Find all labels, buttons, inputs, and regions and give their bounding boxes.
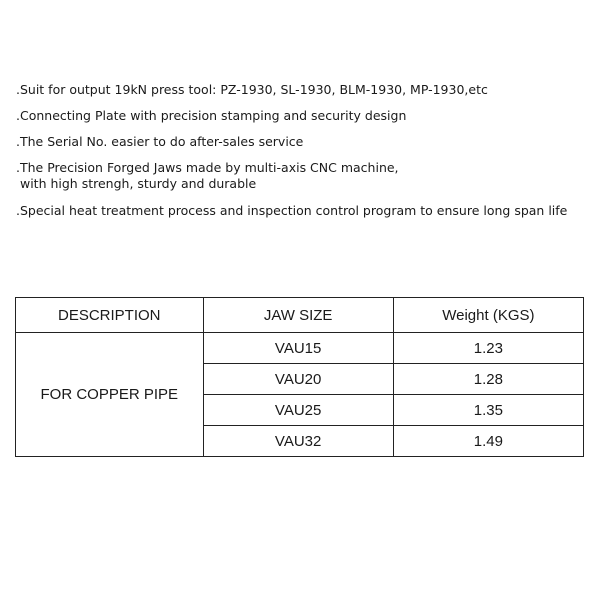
description-cell: FOR COPPER PIPE	[16, 333, 204, 457]
spec-table	[15, 297, 584, 457]
feature-item-serial-no	[16, 134, 586, 150]
jaw-size-cell: VAU20	[203, 364, 393, 395]
feature-line: .Special heat treatment process and inspection control program to ensure long span life	[16, 203, 568, 218]
header-jaw-size: JAW SIZE	[203, 298, 393, 333]
feature-item-forged-jaws	[16, 160, 586, 192]
feature-item-connecting-plate	[16, 108, 586, 124]
feature-line: .Suit for output 19kN press tool: PZ-1930, SL-1930, BLM-1930, MP-1930,etc	[16, 82, 488, 97]
jaw-size-cell: VAU25	[203, 395, 393, 426]
feature-item-press-tool	[16, 82, 586, 98]
feature-list	[16, 82, 586, 229]
feature-line: .The Serial No. easier to do after-sales service	[16, 134, 304, 149]
weight-cell: 1.28	[393, 364, 583, 395]
header-weight: Weight (KGS)	[393, 298, 583, 333]
table-row	[16, 333, 584, 364]
weight-cell: 1.23	[393, 333, 583, 364]
header-description: DESCRIPTION	[16, 298, 204, 333]
weight-cell: 1.35	[393, 395, 583, 426]
jaw-size-cell: VAU32	[203, 426, 393, 457]
weight-cell: 1.49	[393, 426, 583, 457]
feature-line: .The Precision Forged Jaws made by multi-axis CNC machine,	[16, 160, 399, 175]
table-header-row	[16, 298, 584, 333]
feature-item-heat-treatment	[16, 203, 586, 219]
feature-line: .Connecting Plate with precision stamping and security design	[16, 108, 407, 123]
jaw-size-cell: VAU15	[203, 333, 393, 364]
feature-line: with high strengh, sturdy and durable	[16, 176, 257, 191]
